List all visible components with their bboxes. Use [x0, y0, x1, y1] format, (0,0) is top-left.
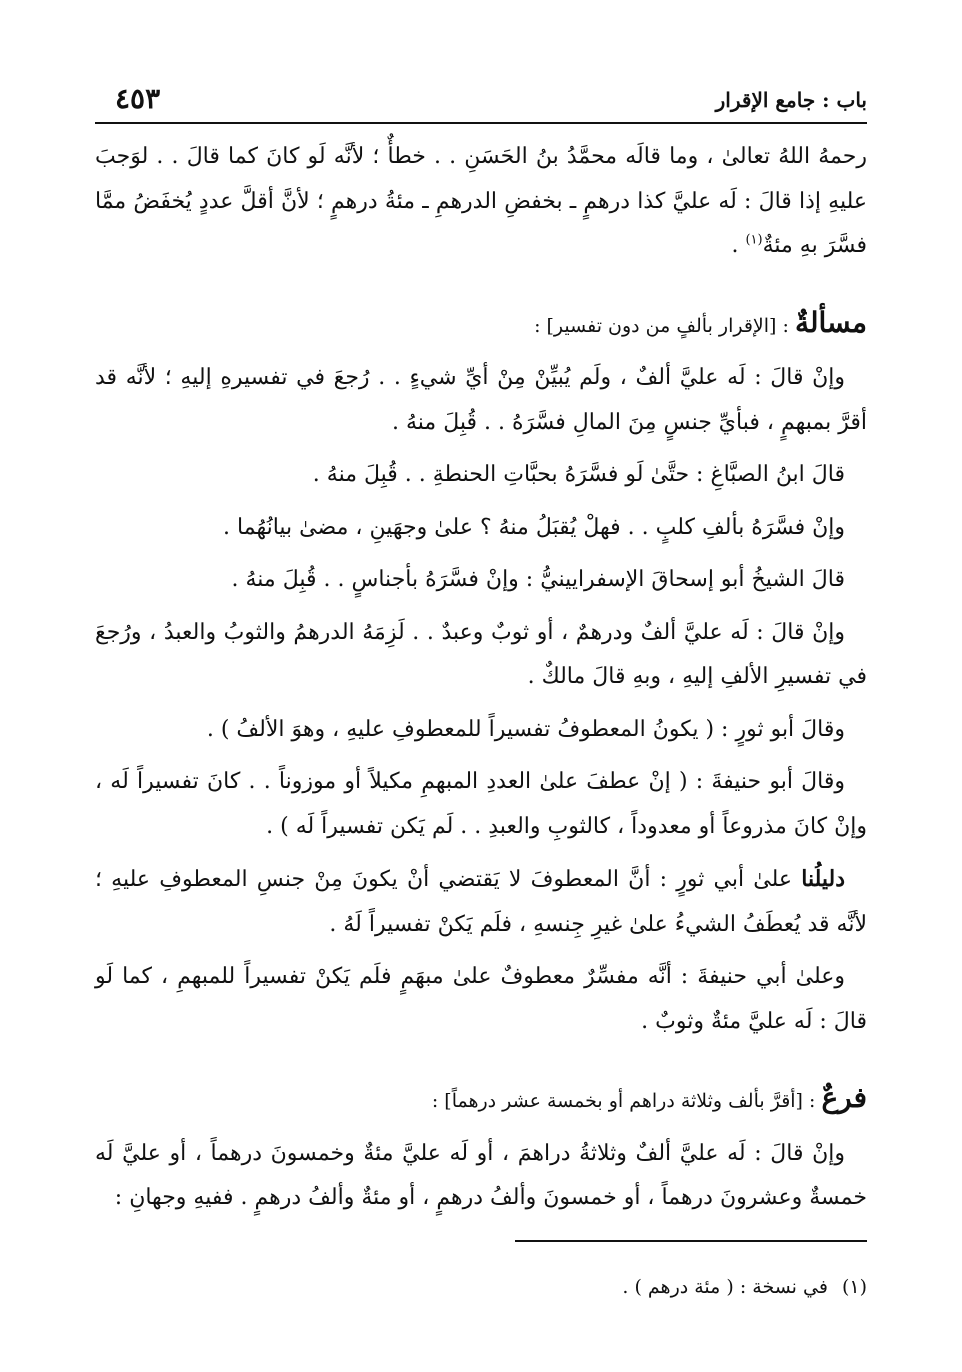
- paragraph: وقالَ أبو ثورٍ : ( يكونُ المعطوفُ تفسيراً للمعطوفِ عليهِ ، وهوَ الألفُ ) .: [206, 716, 845, 742]
- paragraph-lead: دليلُنا: [801, 866, 845, 892]
- footnote-divider: [515, 1240, 867, 1242]
- main-text: [95, 135, 867, 1229]
- paragraph: وإنْ قالَ : لَه عليَّ ألفٌ ، ولَم يُبيِّنْ مِنْ أيِّ شيءٍ . . رُجعَ في تفسيرهِ إليهِ ؛ لأنَّه قد أقرَّ بمبهمٍ ، فبأيِّ جنسٍ مِنَ المالِ فسَّرَهُ . . قُبِلَ منهُ .: [95, 365, 867, 435]
- section-subtitle: : [أقرَّ بألف وثلاثة دراهم أو بخمسة عشر درهماً] :: [431, 1090, 822, 1112]
- footnote-number: (١): [841, 1276, 867, 1298]
- paragraph: وإنْ قالَ : لَه عليَّ ألفٌ وثلاثةُ دراهمَ ، أو لَه عليَّ مئةٌ وخمسونَ درهماً ، أو عليَّ لَه خمسةٌ وعشرونَ درهماً ، أو خمسونَ وألفُ درهمٍ ، أو مئةٌ وألفُ درهمٍ . ففيهِ وجهانِ :: [95, 1140, 867, 1210]
- page-number: ٤٥٣: [115, 82, 161, 115]
- footnote-reference[interactable]: (١): [745, 232, 763, 248]
- page-header: [95, 78, 867, 124]
- section-heading: [95, 1076, 867, 1124]
- section-subtitle: : [الإقرار بألفٍ من دون تفسير] :: [534, 314, 795, 337]
- paragraph: وإنْ فسَّرَهُ بألفِ كلبٍ . . فهلْ يُقبَلُ منهُ ؟ علىٰ وجهَينِ ، مضىٰ بيانُهُما .: [223, 514, 845, 540]
- paragraph: وإنْ قالَ : لَه عليَّ ألفٌ ودرهمٌ ، أو ثوبٌ وعبدٌ . . لَزِمَهُ الدرهمُ والثوبُ والعبدُ ، ورُجعَ في تفسيرِ الألفِ إليهِ ، وبهِ قالَ مالكٌ .: [95, 619, 867, 689]
- paragraph: دليلُنا علىٰ أبي ثورٍ : أنَّ المعطوفَ لا يَقتضي أنْ يكونَ مِنْ جنسِ المعطوفِ عليهِ ؛ لأنَّه قد يُعطَفُ الشيءُ علىٰ غيرِ جِنسهِ ، فلَم يَكنْ تفسيراً لَهُ .: [95, 866, 867, 937]
- chapter-title: باب : جامع الإقرار: [715, 88, 867, 112]
- paragraph: رحمهُ اللهُ تعالىٰ ، وما قالَه محمَّدُ بنُ الحَسَنِ . . خطأٌ ؛ لأنَّه لَو كانَ كما قالَ . . لوَجبَ عليهِ إذا قالَ : لَه عليَّ كذا درهمٍ ـ بخفضِ الدرهمِ ـ مئةُ درهمٍ ؛ لأنَّ أقلَّ عددٍ يُخفَضُ ممَّا فسَّرَ بهِ مئةٌ$^{(١)}$ .: [95, 144, 867, 258]
- section-heading: [95, 301, 867, 349]
- paragraph: وقالَ أبو حنيفةَ : ( إنْ عطفَ علىٰ العددِ المبهمِ مكيلاً أو موزوناً . . كانَ تفسيراً لَه ، وإنْ كانَ مذروعاً أو معدوداً ، كالثوبِ والعبدِ . . لَم يَكن تفسيراً لَه ) .: [95, 769, 867, 839]
- paragraph: قالَ ابنُ الصبَّاغِ : حتَّىٰ لَو فسَّرَهُ بحبَّاتِ الحنطةِ . . قُبِلَ منهُ .: [312, 462, 845, 487]
- footnote-text: في نسخة : ( مئة درهم ) .: [622, 1276, 828, 1298]
- section-keyword: فرعٌ: [821, 1081, 867, 1114]
- paragraph: قالَ الشيخُ أبو إسحاقَ الإسفرايينيُّ : وإنْ فسَّرَهُ بأجناسٍ . . قُبِلَ منهُ .: [231, 567, 845, 592]
- footnote: [95, 1272, 867, 1302]
- section-keyword: مسألةٌ: [794, 305, 867, 339]
- paragraph: وعلىٰ أبي حنيفةَ : أنَّه مفسِّرٌ معطوفٌ علىٰ مبهَمٍ فلَم يَكنْ تفسيراً للمبهمِ ، كما لَو قالَ : لَه عليَّ مئةٌ وثوبٌ .: [95, 964, 867, 1034]
